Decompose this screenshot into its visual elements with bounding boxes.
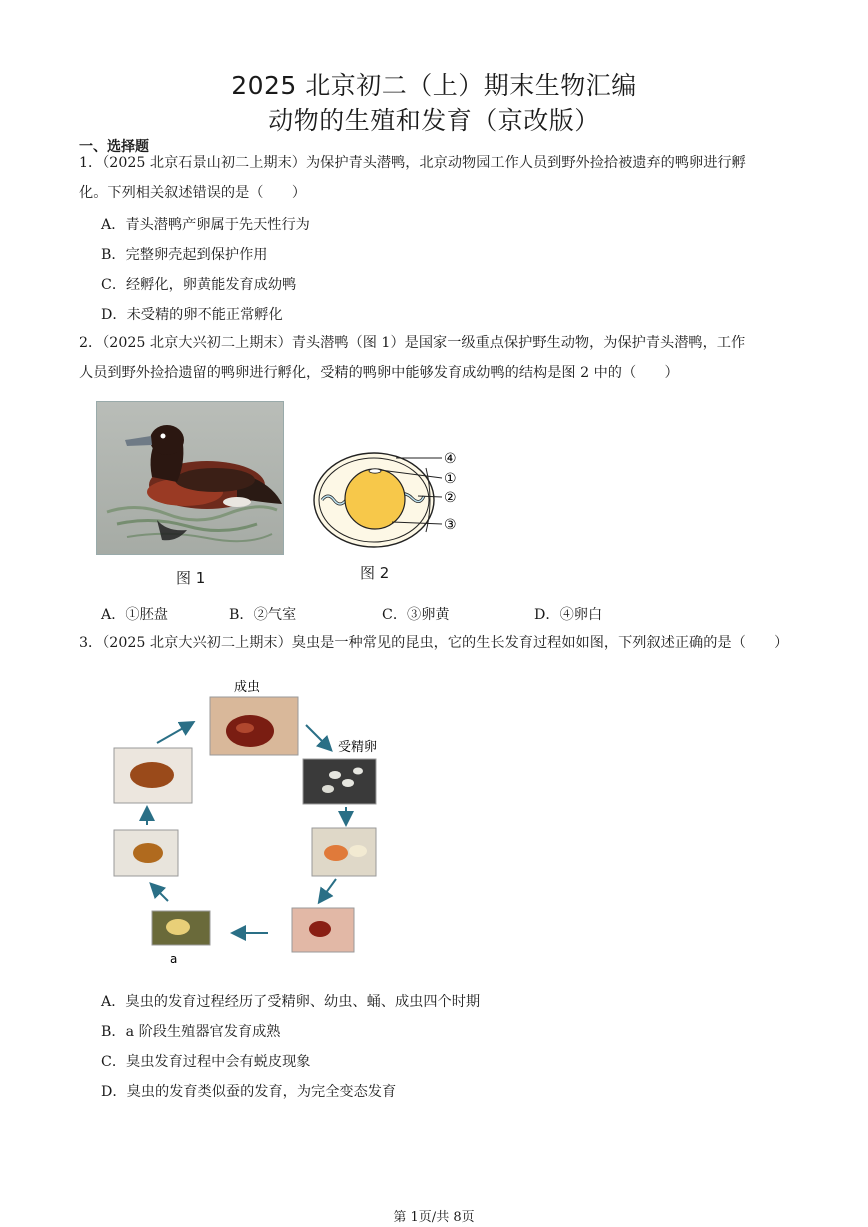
figure-2-label: 图 2: [360, 564, 390, 582]
egg-label-3: ③: [444, 517, 457, 533]
page-subtitle: 动物的生殖和发育（京改版）: [268, 106, 600, 135]
question-1-line-1: 1．（2025 北京石景山初二上期末）为保护青头潜鸭，北京动物园工作人员到野外捡拾被遗弃的鸭卵进行孵: [79, 155, 746, 171]
q1-option-c: C．经孵化，卵黄能发育成幼鸭: [101, 277, 297, 293]
q3-option-a: A．臭虫的发育过程经历了受精卵、幼虫、蛹、成虫四个时期: [101, 994, 481, 1010]
question-3-stem: 3．（2025 北京大兴初二上期末）臭虫是一种常见的昆虫，它的生长发育过程如如图，下列叙述正确的是（ ）: [79, 635, 789, 651]
question-2-line-1: 2．（2025 北京大兴初二上期末）青头潜鸭（图 1）是国家一级重点保护野生动物，为保护青头潜鸭，工作: [79, 335, 746, 351]
egg-structure-diagram: [308, 440, 478, 560]
q1-option-d: D．未受精的卵不能正常孵化: [101, 307, 283, 323]
q1-option-b: B．完整卵壳起到保护作用: [101, 247, 268, 263]
page-number: 第 1页/共 8页: [393, 1210, 475, 1225]
figure-1-label: 图 1: [176, 569, 206, 587]
question-2-stem: [79, 328, 799, 388]
egg-label-2: ②: [444, 490, 457, 506]
question-2-line-2: 人员到野外捡拾遗留的鸭卵进行孵化，受精的鸭卵中能够发育成幼鸭的结构是图 2 中的（ ）: [79, 365, 679, 381]
page-title: 2025 北京初二（上）期末生物汇编: [231, 71, 637, 100]
duck-photo: [96, 401, 284, 555]
q3-option-c: C．臭虫发育过程中会有蜕皮现象: [101, 1054, 311, 1070]
arrow-icon: [320, 879, 336, 901]
q2-option-c: C．③卵黄: [382, 607, 450, 623]
q3-option-d: D．臭虫的发育类似蚕的发育，为完全变态发育: [101, 1084, 397, 1100]
q2-option-b: B．②气室: [229, 607, 297, 623]
question-1-line-2: 化。下列相关叙述错误的是（ ）: [79, 185, 307, 201]
arrow-icon: [157, 723, 192, 743]
question-1-stem: [79, 148, 799, 208]
adult-label: 成虫: [234, 680, 261, 695]
fertilized-egg-label: 受精卵: [338, 740, 378, 755]
egg-label-1: ①: [444, 471, 457, 487]
bedbug-lifecycle-diagram: [100, 675, 400, 970]
arrow-icon: [152, 885, 168, 901]
q2-option-a: A．①胚盘: [101, 607, 168, 623]
egg-photo: [303, 759, 376, 804]
q2-option-d: D．④卵白: [534, 607, 603, 623]
q1-option-a: A．青头潜鸭产卵属于先天性行为: [101, 217, 310, 233]
q3-option-b: B．a 阶段生殖器官发育成熟: [101, 1024, 281, 1040]
arrow-icon: [306, 725, 330, 749]
egg-label-4: ④: [444, 451, 457, 467]
stage-a-label: a: [170, 952, 178, 966]
section-heading: 一、选择题: [79, 139, 149, 155]
